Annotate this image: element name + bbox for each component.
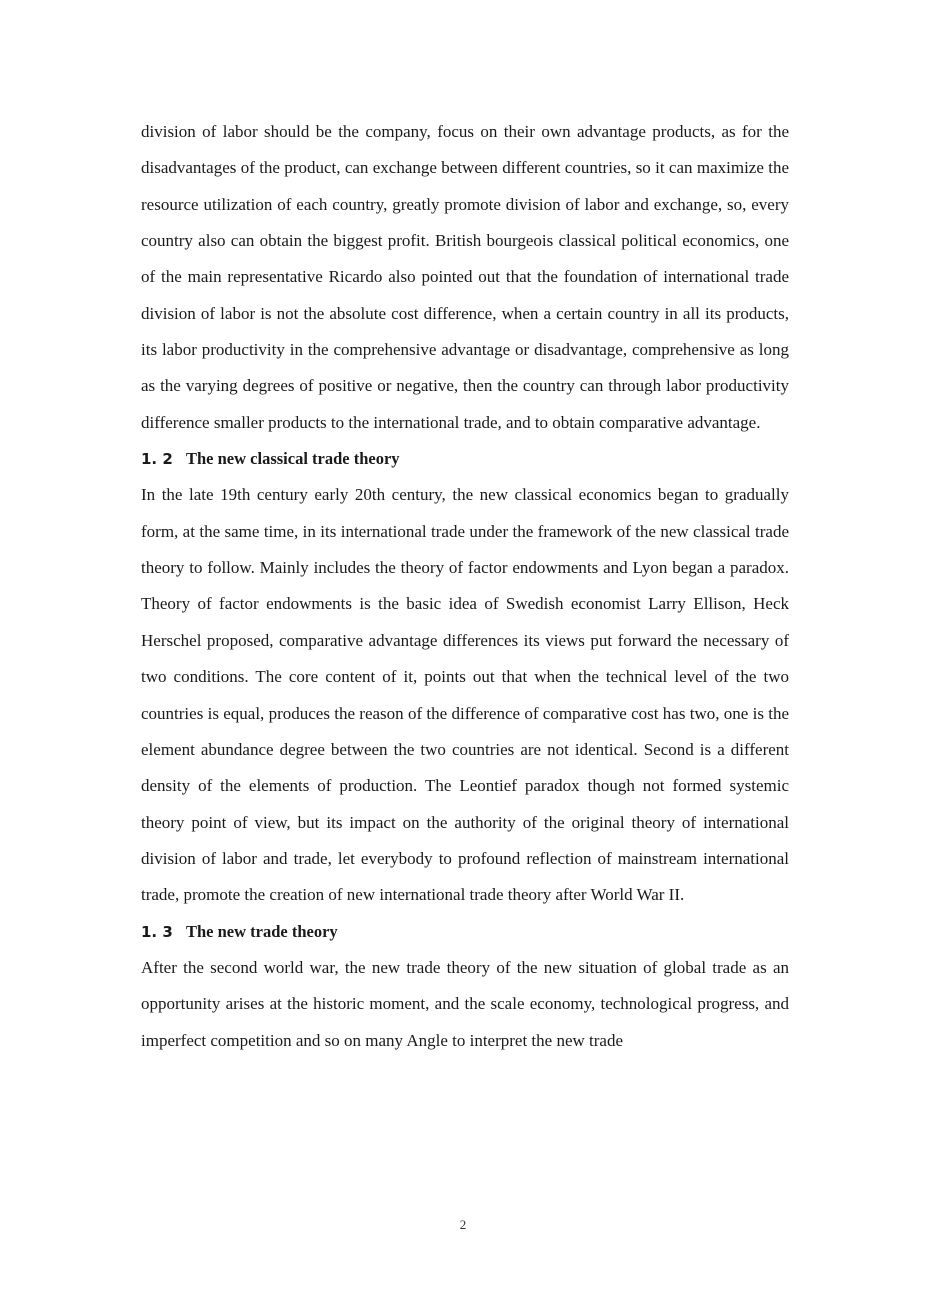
section-title: The new classical trade theory	[186, 449, 400, 469]
section-heading-1-2	[141, 441, 789, 477]
page-number: 2	[459, 1217, 467, 1232]
page-body	[141, 114, 789, 1059]
section-number: 1. 3	[141, 922, 173, 941]
paragraph-new-classical-trade-theory: In the late 19th century early 20th century, the new classical economics began to gradually form, at the same time, in its international trade under the framework of the new classical trade theory to follow. Mainly includes the theory of factor endowments and Lyon began a paradox. Theory of factor endowments is the basic idea of Swedish economist Larry Ellison, Heck Herschel proposed, comparative advantage differences its views put forward the necessary of two conditions. The core content of it, points out that when the technical level of the two countries is equal, produces the reason of the difference of comparative cost has two, one is the element abundance degree between the two countries are not identical. Second is a different density of the elements of production. The Leontief paradox though not formed systemic theory point of view, but its impact on the authority of the original theory of international division of labor and trade, let everybody to profound reflection of mainstream international trade, promote the creation of new international trade theory after World War II.	[141, 485, 789, 905]
paragraph-comparative-advantage: division of labor should be the company, focus on their own advantage products, as for the disadvantages of the product, can exchange between different countries, so it can maximize the resource utilization of each country, greatly promote division of labor and exchange, so, every country also can obtain the biggest profit. British bourgeois classical political economics, one of the main representative Ricardo also pointed out that the foundation of international trade division of labor is not the absolute cost difference, when a certain country in all its products, its labor productivity in the comprehensive advantage or disadvantage, comprehensive as long as the varying degrees of positive or negative, then the country can through labor productivity difference smaller products to the international trade, and to obtain comparative advantage.	[141, 122, 789, 432]
section-heading-1-3	[141, 914, 789, 950]
section-number: 1. 2	[141, 450, 173, 469]
paragraph-new-trade-theory: After the second world war, the new trade theory of the new situation of global trade as an opportunity arises at the historic moment, and the scale economy, technological progress, and imperfect competition and so on many Angle to interpret the new trade	[141, 957, 789, 1050]
section-title: The new trade theory	[186, 921, 338, 941]
